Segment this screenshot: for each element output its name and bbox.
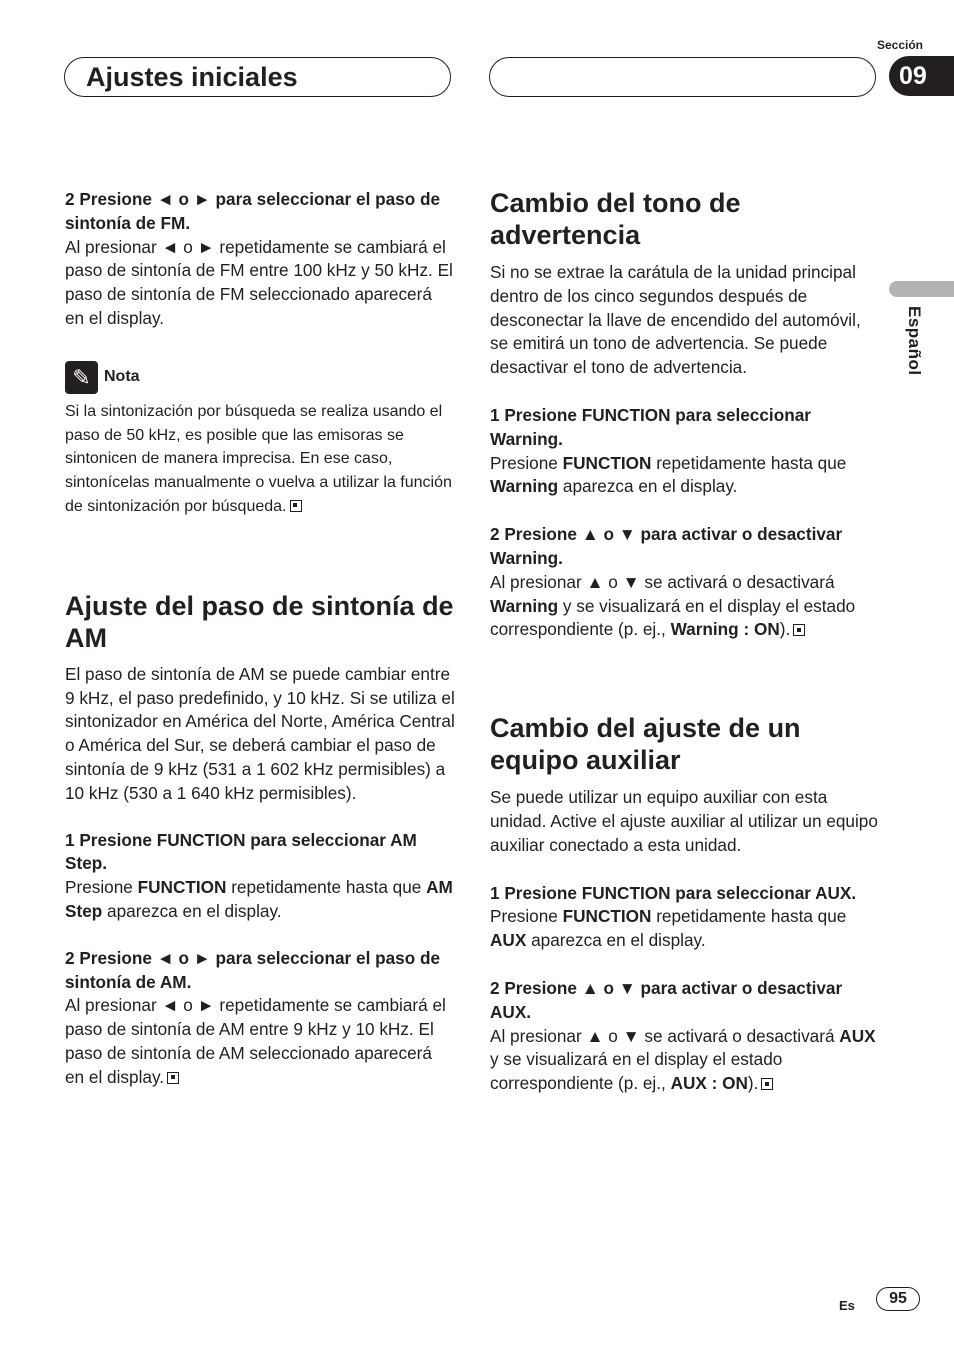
warning-step2-body: Al presionar ▲ o ▼ se activará o desactivará Warning y se visualizará en el display el estado correspondiente (p. ej., Warning : ON). xyxy=(490,571,856,640)
section-label: Sección xyxy=(876,38,924,52)
language-tab-bar xyxy=(889,281,954,297)
warning-step2-heading: 2 Presione ▲ o ▼ para activar o desactivar Warning. xyxy=(490,524,843,568)
note-body: Si la sintonización por búsqueda se realiza usando el paso de 50 kHz, es posible que las emisoras se sintonicen de manera imprecisa. En ese caso, sintonícelas manualmente o vuelva a utilizar la función de sintonización por búsqueda. xyxy=(65,402,452,515)
am-step2-body-wrap xyxy=(65,994,455,1089)
aux-step2-heading: 2 Presione ▲ o ▼ para activar o desactivar AUX. xyxy=(490,977,843,1022)
aux-section-heading: Cambio del ajuste de un equipo auxiliar xyxy=(490,713,801,776)
fm-step2-heading: 2 Presione ◄ o ► para seleccionar el paso de sintonía de FM. xyxy=(65,189,441,233)
aux-step2-body: Al presionar ▲ o ▼ se activará o desactivará AUX y se visualizará en el display el estado correspondiente (p. ej., AUX : ON). xyxy=(490,1025,876,1094)
section-number-badge: 09 xyxy=(889,56,954,96)
left-column xyxy=(65,188,455,1090)
language-tab: Español xyxy=(905,306,924,376)
note-label: Nota xyxy=(104,368,140,386)
am-intro: El paso de sintonía de AM se puede cambiar entre 9 kHz, el paso predefinido, y 10 kHz. Si se utiliza el sintonizador en América del Norte, América Central o América del Sur, se deberá cambiar el paso de sintonía de 9 kHz (531 a 1 602 kHz permisibles) a 10 kHz (530 a 1 640 kHz permisibles). xyxy=(65,663,455,803)
aux-step1-body: Presione FUNCTION repetidamente hasta que AUX aparezca en el display. xyxy=(490,906,847,951)
warning-section-heading: Cambio del tono de advertencia xyxy=(490,188,741,250)
pencil-icon: ✎ xyxy=(65,361,98,394)
am-step1-heading: 1 Presione FUNCTION para seleccionar AM Step. xyxy=(65,829,417,874)
am-step1-body: Presione FUNCTION repetidamente hasta que AM Step aparezca en el display. xyxy=(65,877,453,921)
page-number: 95 xyxy=(876,1287,920,1311)
note-block xyxy=(65,361,455,519)
end-mark-icon xyxy=(793,624,805,636)
end-mark-icon xyxy=(167,1072,179,1084)
page-title: Ajustes iniciales xyxy=(86,62,298,92)
am-section-heading: Ajuste del paso de sintonía de AM xyxy=(65,590,454,653)
am-step2-body: Al presionar ◄ o ► repetidamente se cambiará el paso de sintonía de AM entre 9 kHz y 10 kHz. El paso de sintonía de AM seleccionado aparecerá en el display. xyxy=(65,995,446,1087)
am-step2-heading: 2 Presione ◄ o ► para seleccionar el paso de sintonía de AM. xyxy=(65,947,441,992)
end-mark-icon xyxy=(290,500,302,512)
warning-step1-heading: 1 Presione FUNCTION para seleccionar Warning. xyxy=(490,404,811,449)
end-mark-icon xyxy=(761,1078,773,1090)
aux-intro: Se puede utilizar un equipo auxiliar con esta unidad. Active el ajuste auxiliar al utilizar un equipo auxiliar conectado a esta unidad. xyxy=(490,787,878,855)
warning-step1-body: Presione FUNCTION repetidamente hasta que Warning aparezca en el display. xyxy=(490,452,847,497)
footer-language-code: Es xyxy=(839,1298,855,1313)
warning-intro: Si no se extrae la carátula de la unidad principal dentro de los cinco segundos después de desconectar la llave de encendido del automóvil, se emitirá un tono de advertencia. Se puede desactivar el tono de advertencia. xyxy=(490,262,861,378)
header-blank-frame xyxy=(489,57,876,97)
right-column xyxy=(490,187,880,1096)
aux-step1-heading: 1 Presione FUNCTION para seleccionar AUX. xyxy=(490,882,857,903)
fm-step2-body: Al presionar ◄ o ► repetidamente se cambiará el paso de sintonía de FM entre 100 kHz y 50 kHz. El paso de sintonía de FM seleccionado aparecerá en el display. xyxy=(65,236,453,328)
